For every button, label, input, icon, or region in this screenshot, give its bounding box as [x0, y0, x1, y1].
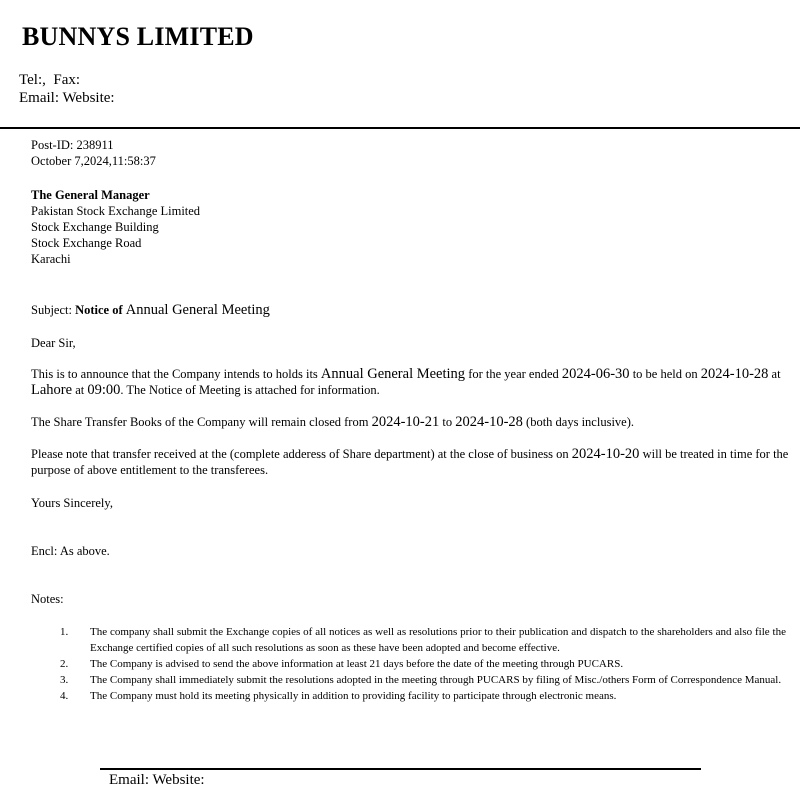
note-text: The company shall submit the Exchange copies of all notices as well as resolutions prior to their publication and dispatch to the shareholders and also file the Exchange certified copies of all such resolutions as soon as these have been adopted and become effective. — [90, 626, 786, 654]
para1-year-end: 2024-06-30 — [561, 366, 630, 382]
addressee-road: Stock Exchange Road — [31, 236, 142, 250]
para1-meeting-time: 09:00 — [87, 382, 121, 398]
footer-email-website: Email: Website: — [109, 772, 205, 788]
header-contact — [19, 71, 115, 107]
book-closure-paragraph — [31, 414, 795, 430]
para2-text-2: to — [442, 415, 453, 429]
note-item — [60, 688, 786, 704]
subject-notice-of: Notice of — [75, 303, 123, 317]
company-name: BUNNYS LIMITED — [22, 22, 254, 51]
addressee-building: Stock Exchange Building — [31, 220, 159, 234]
para1-text-2: for the year ended — [468, 367, 559, 381]
tel-fax-line: Tel:, Fax: — [19, 72, 81, 88]
addressee-org: Pakistan Stock Exchange Limited — [31, 204, 201, 218]
email-website-line: Email: Website: — [19, 90, 115, 106]
note-item — [60, 672, 786, 688]
note-number: 3. — [60, 674, 69, 686]
para2-text-3: (both days inclusive). — [526, 415, 634, 429]
note-text: The Company is advised to send the above information at least 21 days before the date of the meeting through PUCARS. — [90, 658, 624, 670]
para1-text-4: at — [771, 367, 781, 381]
post-datetime: October 7,2024,11:58:37 — [31, 154, 156, 168]
para1-meeting-type: Annual General Meeting — [320, 366, 466, 382]
addressee-block — [31, 187, 200, 267]
subject-line — [31, 302, 270, 318]
para1-text-3: to be held on — [632, 367, 698, 381]
para1-text-6: . The Notice of Meeting is attached for information. — [120, 383, 380, 397]
note-text: The Company must hold its meeting physically in addition to providing facility to participate through electronic means. — [90, 690, 617, 702]
closing: Yours Sincerely, — [31, 496, 113, 510]
salutation: Dear Sir, — [31, 336, 76, 350]
addressee-title: The General Manager — [31, 188, 150, 202]
para3-cutoff-date: 2024-10-20 — [571, 446, 640, 462]
subject-label: Subject: — [31, 303, 72, 317]
note-number: 1. — [60, 626, 69, 638]
subject-meeting-type: Annual General Meeting — [125, 302, 270, 318]
enclosure: Encl: As above. — [31, 544, 110, 558]
notes-list — [60, 624, 786, 704]
note-item — [60, 656, 786, 672]
notes-title: Notes: — [31, 592, 64, 606]
header-divider — [0, 127, 800, 129]
post-meta — [31, 137, 156, 169]
para1-meeting-date: 2024-10-28 — [700, 366, 769, 382]
announcement-paragraph — [31, 366, 795, 398]
para1-text-1: This is to announce that the Company intends to holds its — [31, 367, 318, 381]
para3-text-2: will be treated in time for the purpose of above entitlement to the transferees. — [31, 447, 789, 477]
para3-text-1: Please note that transfer received at the (complete adderess of Share department) at the close of business on — [31, 447, 569, 461]
para2-to-date: 2024-10-28 — [455, 414, 523, 430]
note-text: The Company shall immediately submit the resolutions adopted in the meeting through PUCARS by filing of Misc./others Form of Correspondence Manual. — [90, 674, 782, 686]
para1-text-5: at — [75, 383, 85, 397]
transfer-note-paragraph — [31, 446, 797, 478]
note-item — [60, 624, 786, 656]
addressee-city: Karachi — [31, 252, 71, 266]
note-number: 2. — [60, 658, 69, 670]
para2-from-date: 2024-10-21 — [371, 414, 440, 430]
para2-text-1: The Share Transfer Books of the Company will remain closed from — [31, 415, 369, 429]
footer-divider — [100, 768, 701, 770]
note-number: 4. — [60, 690, 69, 702]
para1-venue: Lahore — [31, 382, 73, 398]
post-id: Post-ID: 238911 — [31, 138, 114, 152]
